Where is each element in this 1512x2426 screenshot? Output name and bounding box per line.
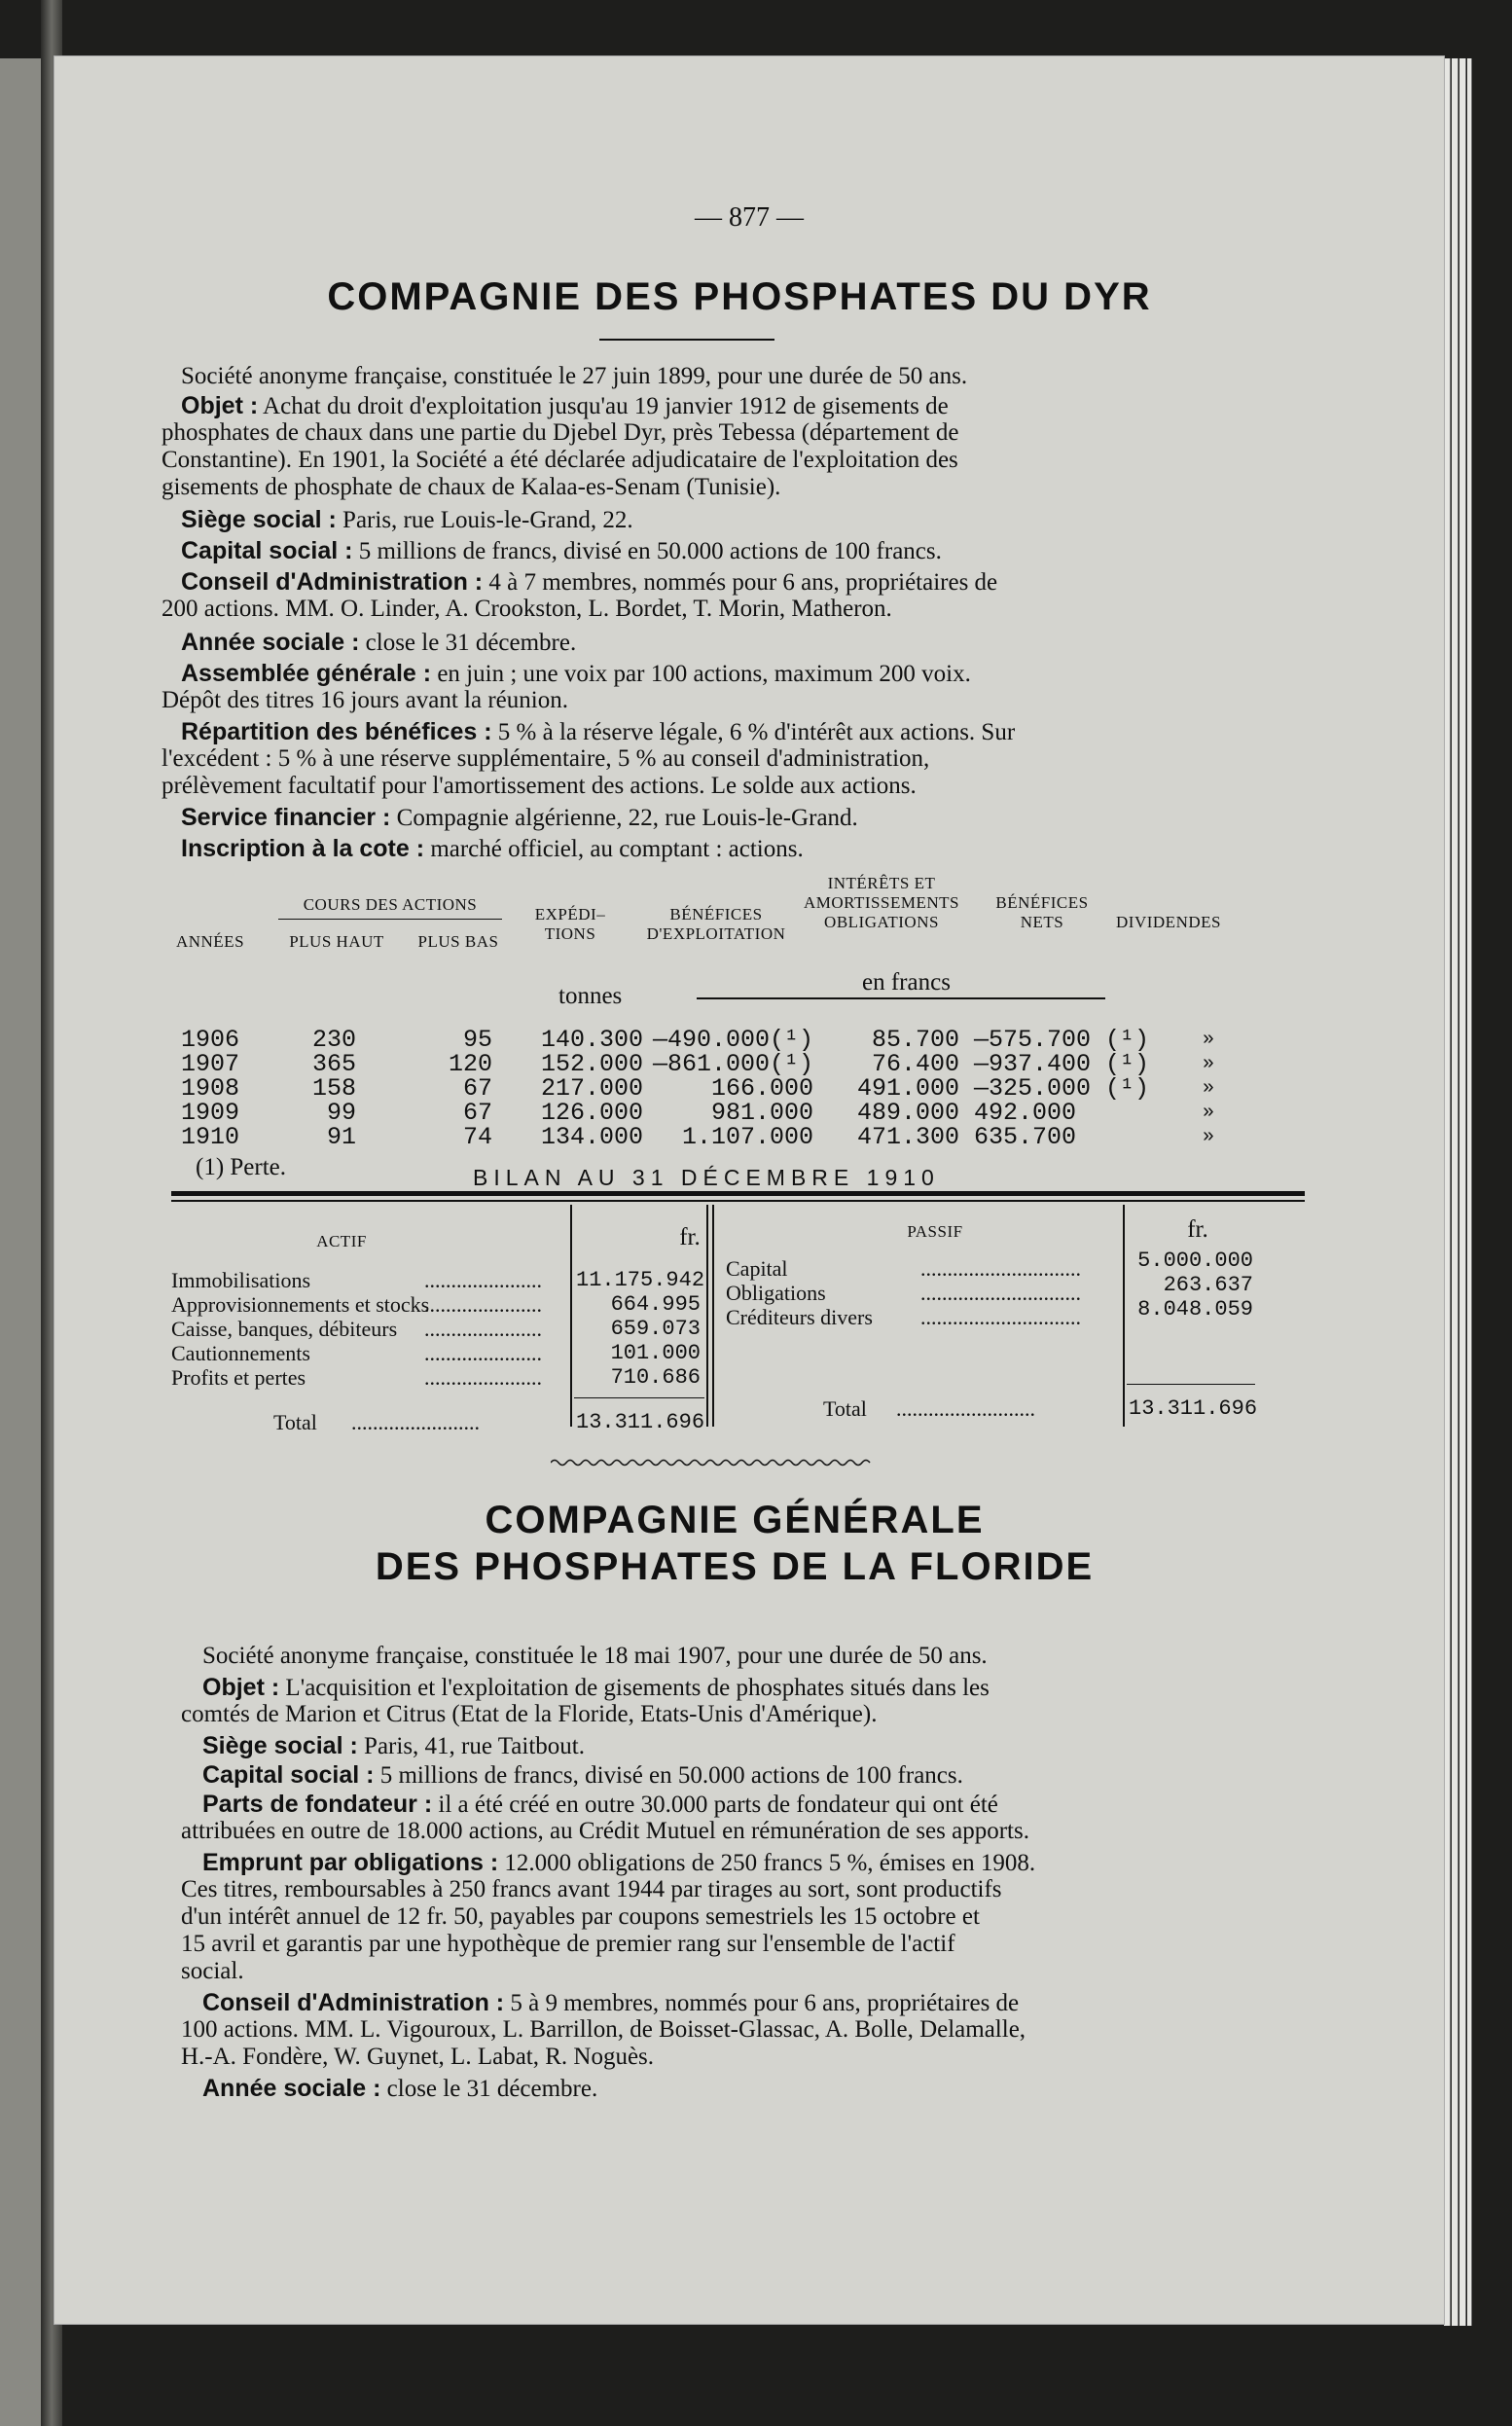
cell-interets: 491.000 bbox=[856, 1074, 959, 1103]
passif-total-value: 13.311.696 bbox=[1129, 1396, 1258, 1421]
annee-label-2: Année sociale : bbox=[202, 2075, 381, 2102]
cell-benef: —861.000(¹) bbox=[652, 1050, 813, 1078]
conseil-text: 4 à 7 membres, nommés pour 6 ans, propriétaires de bbox=[483, 569, 998, 596]
actif-leaders: ...................... ...................... ...................... ...................... ...................... bbox=[424, 1268, 542, 1390]
bilan-top-rule-thin bbox=[171, 1200, 1305, 1202]
repartition-line: prélèvement facultatif pour l'amortissement des actions. Le solde aux actions. bbox=[162, 773, 917, 799]
actif-value: 664.995 bbox=[610, 1292, 701, 1317]
siege-text-2: Paris, 41, rue Taitbout. bbox=[357, 1733, 585, 1759]
header-plus-bas: PLUS BAS bbox=[417, 932, 499, 951]
cell-nets: —937.400 (¹) bbox=[974, 1050, 1150, 1078]
cell-benef: —490.000(¹) bbox=[652, 1026, 813, 1054]
unit-francs: en francs bbox=[862, 969, 951, 996]
col-annees bbox=[181, 1028, 249, 1149]
conseil-line bbox=[181, 568, 997, 597]
cell-div: » bbox=[1203, 1126, 1215, 1148]
bilan-title: BILAN AU 31 DÉCEMBRE 1910 bbox=[473, 1165, 940, 1190]
cell-haut: 91 bbox=[326, 1123, 356, 1151]
header-benefices-nets: BÉNÉFICES NETS bbox=[995, 893, 1089, 931]
emprunt-line bbox=[202, 1849, 1035, 1877]
cell-bas: 67 bbox=[462, 1099, 492, 1127]
cell-bas: 120 bbox=[448, 1050, 492, 1078]
service-label: Service financier : bbox=[181, 804, 391, 831]
header-expeditions: EXPÉDI– TIONS bbox=[534, 905, 606, 943]
parts-text: il a été créé en outre 30.000 parts de fondateur qui ont été bbox=[432, 1792, 998, 1818]
actif-header: ACTIF bbox=[316, 1232, 367, 1250]
cell-bas: 74 bbox=[462, 1123, 492, 1151]
cell-nets: —325.000 (¹) bbox=[974, 1074, 1150, 1103]
capital-line bbox=[181, 537, 942, 565]
header-plus-haut: PLUS HAUT bbox=[289, 932, 384, 951]
annee-line bbox=[181, 629, 576, 657]
siege-line-2 bbox=[202, 1732, 585, 1760]
annee-line-2 bbox=[202, 2075, 597, 2103]
objet-line: phosphates de chaux dans une partie du Djebel Dyr, près Tebessa (département de bbox=[162, 419, 959, 446]
passif-value: 8.048.059 bbox=[1137, 1297, 1253, 1322]
page-edge bbox=[1452, 58, 1458, 2326]
company-title-floride-2: DES PHOSPHATES DE LA FLORIDE bbox=[375, 1545, 1095, 1588]
siege-label-2: Siège social : bbox=[202, 1732, 358, 1759]
bilan-top-rule bbox=[171, 1191, 1305, 1196]
page-edge bbox=[1467, 58, 1472, 2326]
wavy-separator bbox=[551, 1458, 872, 1467]
cell-interets: 489.000 bbox=[856, 1099, 959, 1127]
col-dividendes bbox=[1203, 1028, 1232, 1149]
passif-total-label: Total bbox=[823, 1396, 867, 1421]
cell-haut: 230 bbox=[311, 1026, 356, 1054]
cell-nets: 635.700 bbox=[974, 1123, 1077, 1151]
header-dividendes: DIVIDENDES bbox=[1116, 913, 1221, 931]
siege-line bbox=[181, 506, 633, 534]
actif-item: Approvisionnements et stocks bbox=[171, 1292, 430, 1317]
passif-values bbox=[1129, 1249, 1253, 1322]
unit-tonnes: tonnes bbox=[558, 983, 623, 1009]
actif-value: 659.073 bbox=[610, 1317, 701, 1341]
col-plus-haut bbox=[288, 1028, 356, 1149]
intro-text: Société anonyme française, constituée le 27 juin 1899, pour une durée de 50 ans. bbox=[181, 363, 968, 389]
passif-leaders: .............................. .............................. .............................. bbox=[920, 1256, 1081, 1329]
inscription-line bbox=[181, 835, 804, 863]
parts-label: Parts de fondateur : bbox=[202, 1791, 433, 1818]
emprunt-line: 15 avril et garantis par une hypothèque de premier rang sur l'ensemble de l'actif bbox=[181, 1931, 955, 1957]
header-benefices: BÉNÉFICES D'EXPLOITATION bbox=[646, 905, 786, 943]
passif-total-rule bbox=[1127, 1384, 1255, 1385]
passif-item: Créditeurs divers bbox=[726, 1305, 873, 1329]
actif-item: Caisse, banques, débiteurs bbox=[171, 1317, 398, 1341]
cell-div: » bbox=[1203, 1053, 1215, 1075]
page-edge bbox=[1444, 58, 1451, 2326]
intro-text-2: Société anonyme française, constituée le 18 mai 1907, pour une durée de 50 ans. bbox=[202, 1643, 988, 1669]
parts-line: attribuées en outre de 18.000 actions, au Crédit Mutuel en rémunération de ses apports. bbox=[181, 1818, 1029, 1844]
emprunt-line: social. bbox=[181, 1958, 244, 1984]
conseil-label: Conseil d'Administration : bbox=[181, 568, 484, 596]
cell-bas: 95 bbox=[462, 1026, 492, 1054]
header-cours: COURS DES ACTIONS bbox=[303, 895, 478, 914]
passif-value: 5.000.000 bbox=[1137, 1249, 1253, 1273]
annee-text-2: close le 31 décembre. bbox=[380, 2076, 598, 2102]
actif-item: Profits et pertes bbox=[171, 1365, 306, 1390]
actif-item: Cautionnements bbox=[171, 1341, 310, 1365]
emprunt-label: Emprunt par obligations : bbox=[202, 1849, 499, 1876]
passif-item: Obligations bbox=[726, 1281, 826, 1305]
cell-annee: 1908 bbox=[181, 1074, 240, 1103]
actif-value: 710.686 bbox=[610, 1365, 701, 1390]
repartition-text: 5 % à la réserve légale, 6 % d'intérêt aux actions. Sur bbox=[491, 719, 1016, 745]
bilan-vline bbox=[712, 1205, 714, 1427]
col-benefices bbox=[648, 1028, 813, 1149]
emprunt-line: d'un intérêt annuel de 12 fr. 50, payables par coupons semestriels les 15 octobre et bbox=[181, 1903, 980, 1930]
conseil-line-2: 100 actions. MM. L. Vigouroux, L. Barrillon, de Boisset-Glassac, A. Bolle, Delamalle, bbox=[181, 2016, 1026, 2043]
objet-text-2: L'acquisition et l'exploitation de gisements de phosphates situés dans les bbox=[279, 1675, 990, 1701]
actif-total-leader: ........................ bbox=[351, 1410, 480, 1434]
cell-exp: 126.000 bbox=[540, 1099, 643, 1127]
header-brace bbox=[278, 919, 502, 920]
cell-haut: 99 bbox=[326, 1099, 356, 1127]
company-title-floride-1: COMPAGNIE GÉNÉRALE bbox=[485, 1499, 985, 1541]
cell-haut: 365 bbox=[311, 1050, 356, 1078]
actif-total-value: 13.311.696 bbox=[576, 1410, 705, 1434]
cell-div: » bbox=[1203, 1077, 1215, 1100]
col-benefices-nets bbox=[974, 1028, 1159, 1149]
actif-total-rule bbox=[574, 1397, 704, 1398]
conseil-line: 200 actions. MM. O. Linder, A. Crookston, L. Bordet, T. Morin, Matheron. bbox=[162, 596, 892, 622]
actif-total-label: Total bbox=[273, 1410, 317, 1434]
cell-benef: 981.000 bbox=[710, 1099, 813, 1127]
capital-label: Capital social : bbox=[181, 537, 353, 564]
passif-item: Capital bbox=[726, 1256, 788, 1281]
cell-haut: 158 bbox=[311, 1074, 356, 1103]
page-number: — 877 — bbox=[695, 202, 804, 233]
siege-label: Siège social : bbox=[181, 506, 337, 533]
header-interets: INTÉRÊTS ET AMORTISSEMENTS OBLIGATIONS bbox=[804, 874, 959, 931]
repartition-label: Répartition des bénéfices : bbox=[181, 718, 492, 745]
cell-benef: 166.000 bbox=[710, 1074, 813, 1103]
cell-exp: 217.000 bbox=[540, 1074, 643, 1103]
bilan-vline bbox=[1123, 1205, 1125, 1427]
annee-text: close le 31 décembre. bbox=[359, 630, 577, 656]
passif-header: PASSIF bbox=[907, 1222, 963, 1241]
actif-value: 101.000 bbox=[610, 1341, 701, 1365]
cell-benef: 1.107.000 bbox=[681, 1123, 813, 1151]
siege-text: Paris, rue Louis-le-Grand, 22. bbox=[336, 507, 633, 533]
assemblee-line bbox=[181, 660, 971, 688]
cell-interets: 85.700 bbox=[871, 1026, 959, 1054]
assemblee-line: Dépôt des titres 16 jours avant la réunion. bbox=[162, 687, 568, 713]
capital-line-2 bbox=[202, 1761, 963, 1790]
cell-annee: 1907 bbox=[181, 1050, 240, 1078]
actif-values bbox=[576, 1268, 705, 1390]
cell-div: » bbox=[1203, 1029, 1215, 1051]
header-annees: ANNÉES bbox=[175, 932, 245, 951]
col-interets bbox=[833, 1028, 959, 1149]
cell-annee: 1910 bbox=[181, 1123, 240, 1151]
col-plus-bas bbox=[424, 1028, 492, 1149]
passif-total-leader: .......................... bbox=[896, 1396, 1035, 1421]
repartition-line bbox=[181, 718, 1015, 746]
cell-exp: 134.000 bbox=[540, 1123, 643, 1151]
bilan-vline bbox=[570, 1205, 572, 1427]
objet-label: Objet : bbox=[181, 392, 259, 419]
assemblee-text: en juin ; une voix par 100 actions, maximum 200 voix. bbox=[431, 661, 971, 687]
objet-line-2 bbox=[202, 1674, 990, 1702]
objet-text: Achat du droit d'exploitation jusqu'au 19 janvier 1912 de gisements de bbox=[258, 393, 949, 419]
capital-text: 5 millions de francs, divisé en 50.000 actions de 100 francs. bbox=[352, 538, 942, 564]
annee-label: Année sociale : bbox=[181, 629, 360, 656]
conseil-line-2: H.-A. Fondère, W. Guynet, L. Labat, R. Noguès. bbox=[181, 2044, 655, 2070]
parts-line bbox=[202, 1791, 998, 1819]
cell-exp: 140.300 bbox=[540, 1026, 643, 1054]
inscription-text: marché officiel, au comptant : actions. bbox=[424, 836, 804, 862]
actif-currency: fr. bbox=[679, 1224, 701, 1250]
emprunt-line: Ces titres, remboursables à 250 francs avant 1944 par tirages au sort, sont productifs bbox=[181, 1876, 1002, 1902]
page-edge bbox=[1459, 58, 1466, 2326]
book-page bbox=[54, 56, 1444, 2324]
cell-div: » bbox=[1203, 1102, 1215, 1124]
footnote: (1) Perte. bbox=[196, 1154, 287, 1180]
cell-interets: 471.300 bbox=[856, 1123, 959, 1151]
objet-label-2: Objet : bbox=[202, 1674, 280, 1701]
objet-line-2: comtés de Marion et Citrus (Etat de la Floride, Etats-Unis d'Amérique). bbox=[181, 1701, 878, 1727]
cell-interets: 76.400 bbox=[871, 1050, 959, 1078]
cell-nets: —575.700 (¹) bbox=[974, 1026, 1150, 1054]
service-line bbox=[181, 804, 858, 832]
cell-bas: 67 bbox=[462, 1074, 492, 1103]
service-text: Compagnie algérienne, 22, rue Louis-le-Grand. bbox=[390, 805, 858, 831]
cell-annee: 1906 bbox=[181, 1026, 240, 1054]
francs-brace bbox=[697, 997, 1105, 999]
repartition-line: l'excédent : 5 % à une réserve supplémentaire, 5 % au conseil d'administration, bbox=[162, 745, 930, 772]
bilan-vline bbox=[706, 1205, 708, 1427]
passif-currency: fr. bbox=[1187, 1216, 1208, 1243]
conseil-line-2 bbox=[202, 1989, 1019, 2017]
conseil-text-2: 5 à 9 membres, nommés pour 6 ans, propriétaires de bbox=[504, 1990, 1020, 2016]
title-underline bbox=[599, 339, 774, 341]
actif-value: 11.175.942 bbox=[576, 1268, 705, 1292]
inscription-label: Inscription à la cote : bbox=[181, 835, 425, 862]
passif-value: 263.637 bbox=[1163, 1273, 1253, 1297]
cell-annee: 1909 bbox=[181, 1099, 240, 1127]
objet-line bbox=[181, 392, 949, 420]
actif-item: Immobilisations bbox=[171, 1268, 310, 1292]
assemblee-label: Assemblée générale : bbox=[181, 660, 432, 687]
capital-text-2: 5 millions de francs, divisé en 50.000 actions de 100 francs. bbox=[374, 1762, 963, 1789]
cell-exp: 152.000 bbox=[540, 1050, 643, 1078]
conseil-label-2: Conseil d'Administration : bbox=[202, 1989, 505, 2016]
capital-label-2: Capital social : bbox=[202, 1761, 375, 1789]
emprunt-text: 12.000 obligations de 250 francs 5 %, émises en 1908. bbox=[498, 1850, 1036, 1876]
objet-line: Constantine). En 1901, la Société a été déclarée adjudicataire de l'exploitation des bbox=[162, 447, 958, 473]
cell-nets: 492.000 bbox=[974, 1099, 1077, 1127]
company-title-dyr: COMPAGNIE DES PHOSPHATES DU DYR bbox=[327, 275, 1152, 318]
col-expeditions bbox=[522, 1028, 643, 1149]
objet-line: gisements de phosphate de chaux de Kalaa-es-Senam (Tunisie). bbox=[162, 474, 781, 500]
